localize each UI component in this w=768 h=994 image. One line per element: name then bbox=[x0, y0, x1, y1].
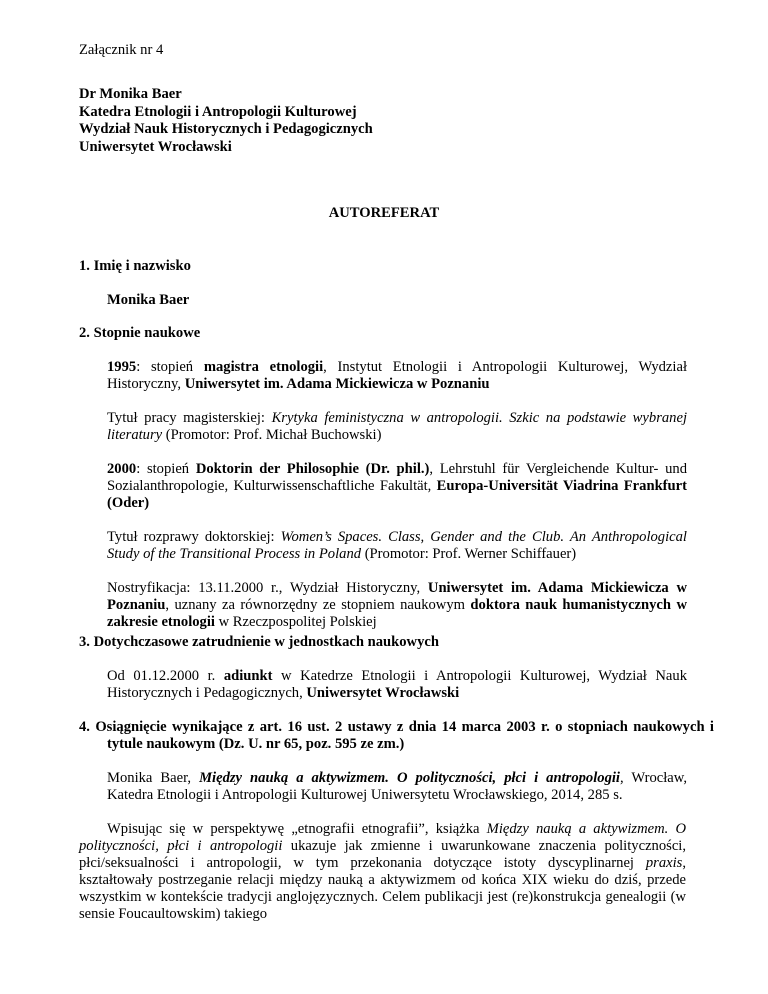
university: Uniwersytet Wrocławski bbox=[79, 138, 232, 155]
university-name: Uniwersytet im. Adama Mickiewicza w Poznaniu bbox=[107, 580, 687, 613]
book-title: Między nauką a aktywizmem. O polityczności, płci i antropologii bbox=[199, 770, 620, 786]
section-1-heading: 1. Imię i nazwisko bbox=[79, 258, 191, 274]
document-title: AUTOREFERAT bbox=[328, 205, 440, 221]
nostrification: Nostryfikacja: 13.11.2000 r., Wydział Historyczny, Uniwersytet im. Adama Mickiewicza w Poznaniu, uznany za równorzędny ze stopniem naukowym doktora nauk humanistycznych w zakresie etnologii w Rzeczpospolitej Polskiej bbox=[107, 580, 687, 630]
degree-name: doktora nauk humanistycznych w zakresie etnologii bbox=[107, 597, 687, 630]
doctoral-thesis: Tytuł rozprawy doktorskiej: Women’s Spaces. Class, Gender and the Club. An Anthropological Study of the Transitional Process in Poland (Promotor: Prof. Werner Schiffauer) bbox=[107, 529, 687, 562]
year: 2000 bbox=[107, 461, 137, 477]
degree-name: Doktorin der Philosophie (Dr. phil.) bbox=[195, 461, 430, 477]
section-3-heading: 3. Dotychczasowe zatrudnienie w jednostkach naukowych bbox=[79, 634, 439, 650]
author-name: Dr Monika Baer bbox=[79, 86, 182, 102]
section-2-heading: 2. Stopnie naukowe bbox=[79, 325, 201, 341]
thesis-title: Women’s Spaces. Class, Gender and the Club. An Anthropological Study of the Transitional Process in Poland bbox=[107, 529, 687, 562]
degree-2000: 2000: stopień Doktorin der Philosophie (Dr. phil.), Lehrstuhl für Vergleichende Kultur- und Sozialanthropologie, Kulturwissenschaftliche Fakultät, Europa-Universität Viadrina Frankfurt (Oder) bbox=[107, 461, 688, 511]
master-thesis: Tytuł pracy magisterskiej: Krytyka feministyczna w antropologii. Szkic na podstawie wybranej literatury (Promotor: Prof. Michał Buchowski) bbox=[107, 410, 687, 443]
section-4-heading: 4. Osiągnięcie wynikające z art. 16 ust. 2 ustawy z dnia 14 marca 2003 r. o stopniach naukowych i tytule naukowym (Dz. U. nr 65, poz. 595 ze zm.) bbox=[79, 719, 714, 752]
degree-1995: 1995: stopień magistra etnologii, Instytut Etnologii i Antropologii Kulturowej, Wydział Historyczny, Uniwersytet im. Adama Mickiewicza w Poznaniu bbox=[107, 359, 688, 392]
year: 1995 bbox=[107, 359, 137, 375]
thesis-title: Krytyka feministyczna w antropologii. Szkic na podstawie wybranej literatury bbox=[107, 410, 687, 443]
employment: Od 01.12.2000 r. adiunkt w Katedrze Etnologii i Antropologii Kulturowej, Wydział Nauk Historycznych i Pedagogicznych, Uniwersytet Wrocławski bbox=[107, 668, 688, 701]
book-title-inline: Między nauką a aktywizmem. O polityczności, płci i antropologii bbox=[79, 821, 686, 854]
department: Katedra Etnologii i Antropologii Kulturowej bbox=[79, 103, 357, 120]
position: adiunkt bbox=[223, 668, 273, 684]
author-header bbox=[79, 86, 373, 156]
degree-name: magistra etnologii bbox=[203, 359, 324, 375]
praxis-term: praxis bbox=[645, 855, 683, 871]
section-1-value: Monika Baer bbox=[107, 292, 190, 308]
university-name: Uniwersytet Wrocławski bbox=[306, 685, 460, 701]
achievement-reference: Monika Baer, Między nauką a aktywizmem. O polityczności, płci i antropologii, Wrocław, Katedra Etnologii i Antropologii Kulturowej Uniwersytetu Wrocławskiego, 2014, 285 s. bbox=[107, 770, 687, 803]
annex-label: Załącznik nr 4 bbox=[79, 42, 164, 58]
university-name: Uniwersytet im. Adama Mickiewicza w Poznaniu bbox=[184, 376, 490, 392]
description-paragraph: Wpisując się w perspektywę „etnografii etnografii”, książka Między nauką a aktywizmem. O polityczności, płci i antropologii ukazuje jak zmienne i uwarunkowane znaczenia polityczności, płci/seksualności i antropologii, w tym przekonania dotyczące istoty dyscyplinarnej praxis, kształtowały postrzeganie relacji między nauką a aktywizmem od końca XIX wieku do dziś, przede wszystkim w kontekście tradycji anglojęzycznych. Celem publikacji jest (re)konstrukcja genealogii (w sensie Foucaultowskim) takiego bbox=[79, 821, 686, 922]
university-name: Europa-Universität Viadrina Frankfurt (Oder) bbox=[107, 478, 687, 511]
faculty: Wydział Nauk Historycznych i Pedagogicznych bbox=[79, 121, 373, 137]
